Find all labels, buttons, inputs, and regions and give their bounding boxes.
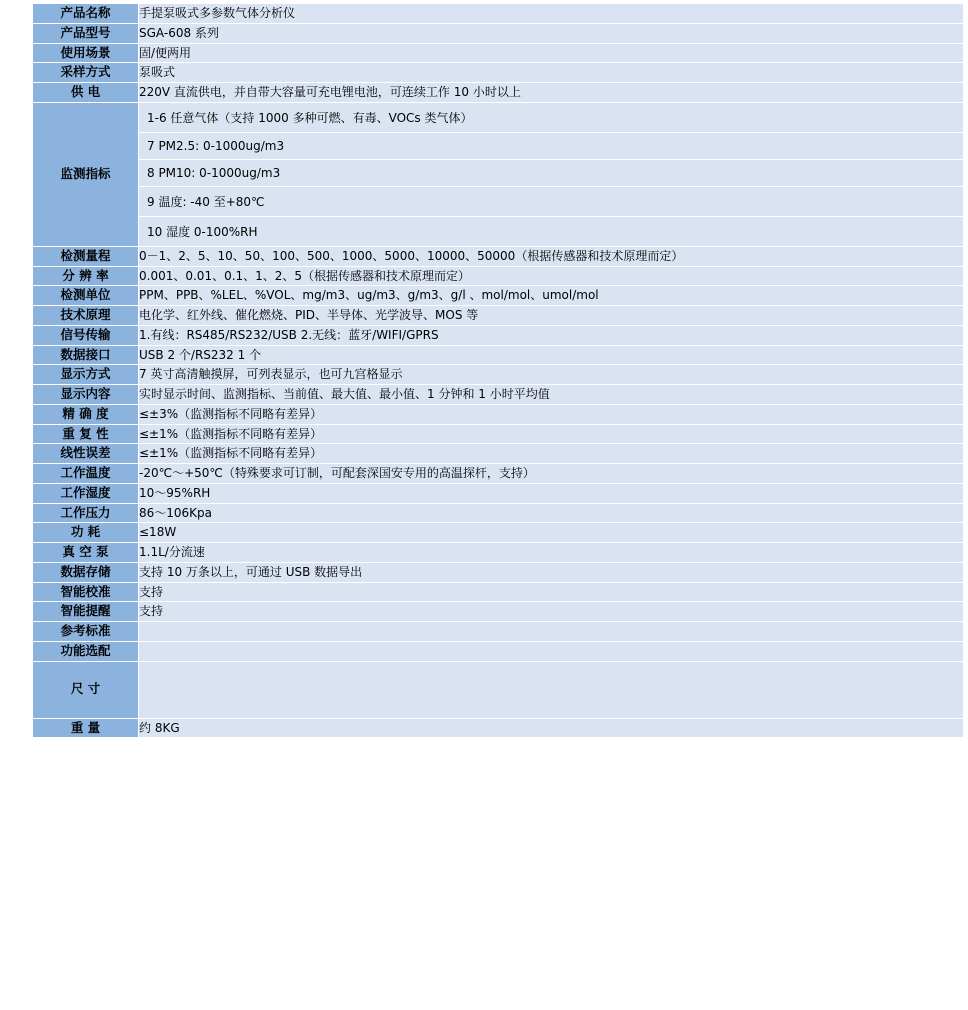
row-value: 约 8KG [139, 718, 964, 738]
table-row-reference-standards [33, 641, 964, 661]
row-label: 数据存储 [33, 562, 139, 582]
row-value [139, 622, 964, 642]
table-row-optional-functions [33, 661, 964, 718]
table-row [33, 622, 964, 642]
row-value: PPM、PPB、%LEL、%VOL、mg/m3、ug/m3、g/m3、g/l 、mol/mol、umol/mol [139, 286, 964, 306]
row-value: 7 英寸高清触摸屏，可列表显示，也可九宫格显示 [139, 365, 964, 385]
row-label: 信号传输 [33, 325, 139, 345]
table-row [33, 83, 964, 103]
table-row [33, 345, 964, 365]
table-row [33, 464, 964, 484]
option-line [147, 669, 955, 690]
table-row-monitoring-indicators [33, 102, 964, 246]
product-spec-table [32, 3, 964, 739]
row-label: 真 空 泵 [33, 543, 139, 563]
row-label: 检测量程 [33, 246, 139, 266]
row-value-group [139, 102, 964, 246]
row-value: 手提泵吸式多参数气体分析仪 [139, 4, 964, 24]
row-label: 工作压力 [33, 503, 139, 523]
row-value: ≤±3%（监测指标不同略有差异） [139, 404, 964, 424]
table-row [33, 63, 964, 83]
table-row [33, 503, 964, 523]
table-row [33, 4, 964, 24]
table-row [33, 266, 964, 286]
row-label: 显示内容 [33, 385, 139, 405]
monitoring-indicator-item: 9 温度: -40 至+80℃ [139, 187, 963, 217]
row-label: 供 电 [33, 83, 139, 103]
row-value: 220V 直流供电，并自带大容量可充电锂电池，可连续工作 10 小时以上 [139, 83, 964, 103]
row-label: 显示方式 [33, 365, 139, 385]
row-label: 智能提醒 [33, 602, 139, 622]
monitoring-indicator-item: 7 PM2.5: 0-1000ug/m3 [139, 133, 963, 160]
table-row [33, 43, 964, 63]
row-label: 技术原理 [33, 306, 139, 326]
row-value: ≤±1%（监测指标不同略有差异） [139, 424, 964, 444]
table-row [33, 562, 964, 582]
monitoring-indicator-item: 10 湿度 0-100%RH [139, 217, 963, 246]
row-value-options [139, 661, 964, 718]
row-value: USB 2 个/RS232 1 个 [139, 345, 964, 365]
row-label: 功 耗 [33, 523, 139, 543]
row-label: 重 量 [33, 718, 139, 738]
row-label: 产品名称 [33, 4, 139, 24]
table-row [33, 23, 964, 43]
row-label: 参考标准 [33, 622, 139, 642]
row-label: 监测指标 [33, 102, 139, 246]
option-line [147, 690, 955, 711]
table-row [33, 424, 964, 444]
row-value: 实时显示时间、监测指标、当前值、最大值、最小值、1 分钟和 1 小时平均值 [139, 385, 964, 405]
row-label: 使用场景 [33, 43, 139, 63]
row-value: -20℃～+50℃（特殊要求可订制，可配套深国安专用的高温探杆，支持） [139, 464, 964, 484]
row-label: 重 复 性 [33, 424, 139, 444]
table-row [33, 286, 964, 306]
monitoring-indicator-item: 1-6 任意气体（支持 1000 多种可燃、有毒、VOCs 类气体） [139, 103, 963, 133]
table-row [33, 523, 964, 543]
row-value: ≤18W [139, 523, 964, 543]
row-value-standards [139, 641, 964, 661]
row-value: 0.001、0.01、0.1、1、2、5（根据传感器和技术原理而定） [139, 266, 964, 286]
row-value: 10～95%RH [139, 483, 964, 503]
row-label: 功能选配 [33, 641, 139, 661]
row-label: 精 确 度 [33, 404, 139, 424]
table-row [33, 543, 964, 563]
table-row [33, 404, 964, 424]
row-value: SGA-608 系列 [139, 23, 964, 43]
monitoring-indicator-item: 8 PM10: 0-1000ug/m3 [139, 160, 963, 187]
row-value: 电化学、红外线、催化燃烧、PID、半导体、光学波导、MOS 等 [139, 306, 964, 326]
row-label: 尺 寸 [33, 661, 139, 718]
table-row [33, 325, 964, 345]
table-row [33, 582, 964, 602]
table-row [33, 246, 964, 266]
row-label [33, 738, 139, 739]
table-row [33, 365, 964, 385]
table-row [33, 483, 964, 503]
row-value: 支持 [139, 582, 964, 602]
table-row [33, 385, 964, 405]
row-label: 采样方式 [33, 63, 139, 83]
row-value: 0－1、2、5、10、50、100、500、1000、5000、10000、50000（根据传感器和技术原理而定） [139, 246, 964, 266]
row-label: 智能校准 [33, 582, 139, 602]
row-label: 工作温度 [33, 464, 139, 484]
row-value: 固/便两用 [139, 43, 964, 63]
row-value: 86～106Kpa [139, 503, 964, 523]
table-row [33, 602, 964, 622]
table-row [33, 718, 964, 738]
row-value: 支持 10 万条以上，可通过 USB 数据导出 [139, 562, 964, 582]
table-row [33, 738, 964, 739]
row-label: 检测单位 [33, 286, 139, 306]
row-label: 工作湿度 [33, 483, 139, 503]
row-value: 泵吸式 [139, 63, 964, 83]
row-value [139, 738, 964, 739]
row-label: 产品型号 [33, 23, 139, 43]
table-row [33, 444, 964, 464]
table-row [33, 306, 964, 326]
row-label: 线性误差 [33, 444, 139, 464]
row-value: ≤±1%（监测指标不同略有差异） [139, 444, 964, 464]
row-label: 数据接口 [33, 345, 139, 365]
row-value: 支持 [139, 602, 964, 622]
row-label: 分 辨 率 [33, 266, 139, 286]
row-value: 1.1L/分流速 [139, 543, 964, 563]
row-value: 1.有线：RS485/RS232/USB 2.无线：蓝牙/WIFI/GPRS [139, 325, 964, 345]
